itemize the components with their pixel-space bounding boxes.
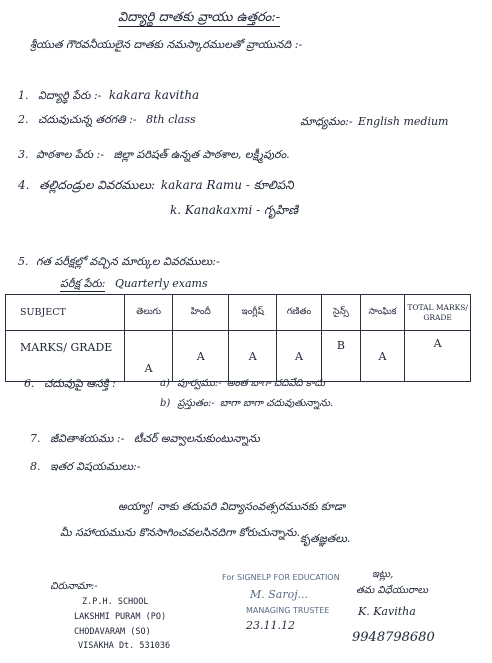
- signoff-line1: ఇట్లు,: [372, 569, 394, 580]
- field-label: చదువుపై ఆసక్తి :: [44, 377, 116, 390]
- field-other: [30, 460, 140, 476]
- grade-cell: A: [173, 331, 229, 382]
- field-class: [18, 113, 196, 129]
- exam-value: Quarterly exams: [114, 277, 208, 290]
- field-label: చదువుచున్న తరగతి :-: [38, 113, 137, 126]
- row-label: MARKS/ GRADE: [6, 331, 125, 382]
- grade-cell: A: [229, 331, 277, 382]
- field-num: 8.: [30, 460, 41, 473]
- signoff-name: K. Kavitha: [358, 605, 416, 618]
- field-value: kakara Ramu - కూలిపని: [160, 178, 294, 192]
- signoff-phone: 9948798680: [352, 630, 435, 645]
- salutation: శ్రీయుత గౌరవనీయులైన దాతకు నమస్కారములతో వ్రాయునది :-: [30, 38, 303, 51]
- marks-table: [5, 294, 471, 382]
- header-cell: హిందీ: [173, 295, 229, 331]
- field-value: జిల్లా పరిషత్ ఉన్నత పాఠశాల, లక్ష్మీపురం.: [113, 148, 290, 161]
- field-ambition: [30, 432, 260, 448]
- signoff-line2: తమ విధేయురాలు: [356, 585, 428, 596]
- interest-now: [160, 397, 333, 411]
- field-interest: [24, 377, 116, 393]
- grade-cell: A: [277, 331, 322, 382]
- header-cell: సైన్స్: [322, 295, 361, 331]
- field-medium: [300, 115, 448, 131]
- address-label: చిరునామా:-: [50, 581, 98, 592]
- field-past-marks: [18, 255, 220, 271]
- field-num: 4.: [18, 178, 30, 192]
- header-cell: సాంఘిక: [360, 295, 404, 331]
- header-cell: SUBJECT: [6, 295, 125, 331]
- grade-cell: A: [125, 331, 173, 382]
- marks-table-header-row: [6, 295, 471, 331]
- field-school-name: [18, 148, 290, 164]
- grade-cell: A: [360, 331, 404, 382]
- field-num: 1.: [18, 89, 29, 102]
- field-parent-mother: k. Kanakaxmi - గృహిణి: [170, 203, 298, 217]
- grade-cell: A: [405, 331, 471, 382]
- field-student-name: [18, 88, 199, 105]
- interest-before: [160, 377, 325, 391]
- header-cell: ఇంగ్లీష్: [229, 295, 277, 331]
- field-parents: [18, 178, 294, 195]
- interest-value: బాగా బాగా చదువుతున్నాను.: [219, 398, 334, 409]
- medium-value: English medium: [358, 115, 449, 128]
- trust-stamp-date: 23.11.12: [246, 619, 295, 632]
- interest-key: b): [160, 398, 171, 409]
- exam-label: పరీక్ష పేరు:: [60, 277, 106, 290]
- letter-title-text: విద్యార్థి దాతకు వ్రాయు ఉత్తరం:-: [118, 10, 281, 25]
- interest-value: అంత బాగా చదివేది కాదు: [226, 378, 325, 389]
- closing: కృతజ్ఞతలు.: [300, 532, 351, 545]
- field-label: విద్యార్థి పేరు :-: [38, 89, 102, 102]
- body-line-1: అయ్యా! నాకు తదుపరి విద్యాసంవత్సరమునకు కూడా: [118, 500, 346, 513]
- field-label: ఇతర విషయములు:-: [50, 460, 141, 473]
- address-line: LAKSHMI PURAM (PO): [74, 612, 167, 622]
- marks-table-grade-row: [6, 331, 471, 382]
- address-line: VISAKHA Dt. 531036: [78, 641, 171, 651]
- field-value: kakara kavitha: [108, 88, 200, 102]
- body-line-2: మీ సహాయమును కొనసాగించవలసినదిగా కోరుచున్నాను.: [60, 526, 300, 539]
- exam-name: [60, 277, 208, 293]
- header-cell: తెలుగు: [125, 295, 173, 331]
- field-label: తల్లిదండ్రుల వివరములు:: [39, 178, 156, 192]
- field-label: పాఠశాల పేరు :-: [36, 148, 104, 161]
- field-num: 6.: [24, 377, 35, 390]
- field-num: 2.: [18, 113, 29, 126]
- grade-cell: B: [322, 331, 361, 382]
- interest-label: ప్రస్తుతం:-: [177, 398, 215, 409]
- address-line: CHODAVARAM (SO): [74, 627, 151, 637]
- trust-stamp-org: For SIGNELP FOR EDUCATION: [222, 573, 340, 582]
- interest-key: a): [160, 378, 170, 389]
- field-num: 3.: [18, 148, 29, 161]
- header-cell: గణితం: [277, 295, 322, 331]
- medium-label: మాధ్యమం:-: [300, 115, 353, 128]
- trust-stamp-role: MANAGING TRUSTEE: [246, 606, 330, 615]
- interest-label: పూర్వము:-: [177, 378, 222, 389]
- field-num: 7.: [30, 432, 41, 445]
- letter-title: [118, 10, 280, 28]
- trust-stamp-signature: M. Saroj...: [250, 588, 309, 601]
- field-value: 8th class: [146, 113, 196, 126]
- field-label: గత పరీక్షల్లో వచ్చిన మార్కుల వివరములు:-: [36, 255, 220, 268]
- header-cell: TOTAL MARKS/ GRADE: [405, 295, 471, 331]
- field-label: జీవితాశయము :-: [50, 432, 125, 445]
- field-value: టీచర్ అవ్వాలనుకుంటున్నాను: [133, 432, 260, 445]
- field-num: 5.: [18, 255, 29, 268]
- address-line: Z.P.H. SCHOOL: [82, 597, 149, 607]
